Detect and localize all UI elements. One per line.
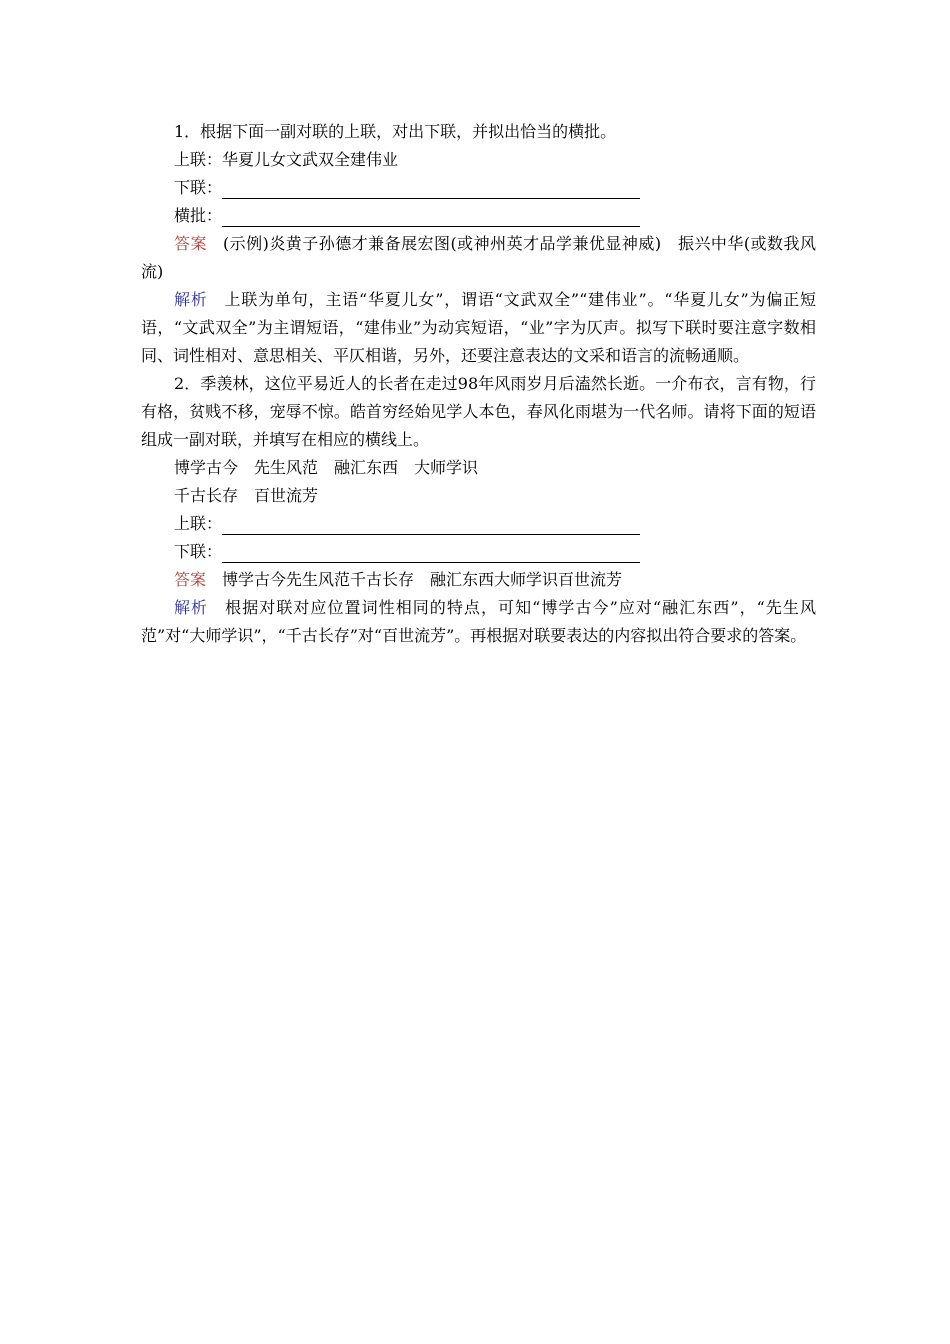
q2-lower-answer-blank[interactable]: [222, 540, 640, 563]
q1-analysis-tag: 解析: [174, 290, 208, 309]
q1-analysis: [141, 286, 816, 370]
q2-phrases-line-1: 博学古今 先生风范 融汇东西 大师学识: [174, 458, 479, 477]
q2-lower-couplet-row: [141, 538, 816, 566]
q2-analysis: [141, 594, 816, 650]
q1-answer: [141, 230, 816, 286]
q2-upper-couplet-row: [141, 510, 816, 538]
q2-answer: [141, 566, 816, 594]
q2-lower-label: 下联：: [174, 542, 223, 561]
q2-upper-label: 上联：: [174, 514, 223, 533]
q1-lower-answer-blank[interactable]: [222, 176, 640, 199]
question-2-stem: 2．季羡林，这位平易近人的长者在走过98年风雨岁月后溘然长逝。一介布衣，言有物，行有格，贫贱不移，宠辱不惊。皓首穷经始见学人本色，春风化雨堪为一代名师。请将下面的短语组成一副对联，并填写在相应的横线上。: [141, 374, 816, 449]
q2-analysis-tag: 解析: [174, 598, 209, 617]
q2-analysis-text: 根据对联对应位置词性相同的特点，可知“博学古今”应对“融汇东西”，“先生风范”对“大师学识”，“千古长存”对“百世流芳”。再根据对联要表达的内容拟出符合要求的答案。: [141, 598, 816, 645]
q1-lower-label: 下联：: [174, 178, 223, 197]
q2-upper-answer-blank[interactable]: [222, 512, 640, 535]
q1-analysis-text: 上联为单句，主语“华夏儿女”，谓语“文武双全”“建伟业”。“华夏儿女”为偏正短语，“文武双全”为主谓短语，“建伟业”为动宾短语，“业”字为仄声。拟写下联时要注意字数相同、词性相对、意思相关、平仄相谐，另外，还要注意表达的文采和语言的流畅通顺。: [141, 290, 816, 365]
q1-answer-tag: 答案: [174, 234, 207, 253]
q1-banner-label: 横批：: [174, 206, 223, 225]
q1-lower-couplet-row: [141, 174, 816, 202]
question-1-stem: 1．根据下面一副对联的上联，对出下联，并拟出恰当的横批。: [174, 122, 617, 141]
q1-answer-text: (示例)炎黄子孙德才兼备展宏图(或神州英才品学兼优显神威) 振兴中华(或数我风流): [141, 234, 816, 281]
q1-banner-answer-blank[interactable]: [222, 204, 640, 227]
q1-upper-label: 上联：: [174, 150, 223, 169]
document-body: [141, 118, 816, 650]
q2-phrases-line-2: 千古长存 百世流芳: [174, 486, 319, 505]
q2-answer-text: 博学古今先生风范千古长存 融汇东西大师学识百世流芳: [222, 570, 623, 589]
q1-upper-text: 华夏儿女文武双全建伟业: [222, 150, 399, 169]
q2-answer-tag: 答案: [174, 570, 207, 589]
q1-banner-row: [141, 202, 816, 230]
q1-upper-couplet: [141, 146, 816, 174]
